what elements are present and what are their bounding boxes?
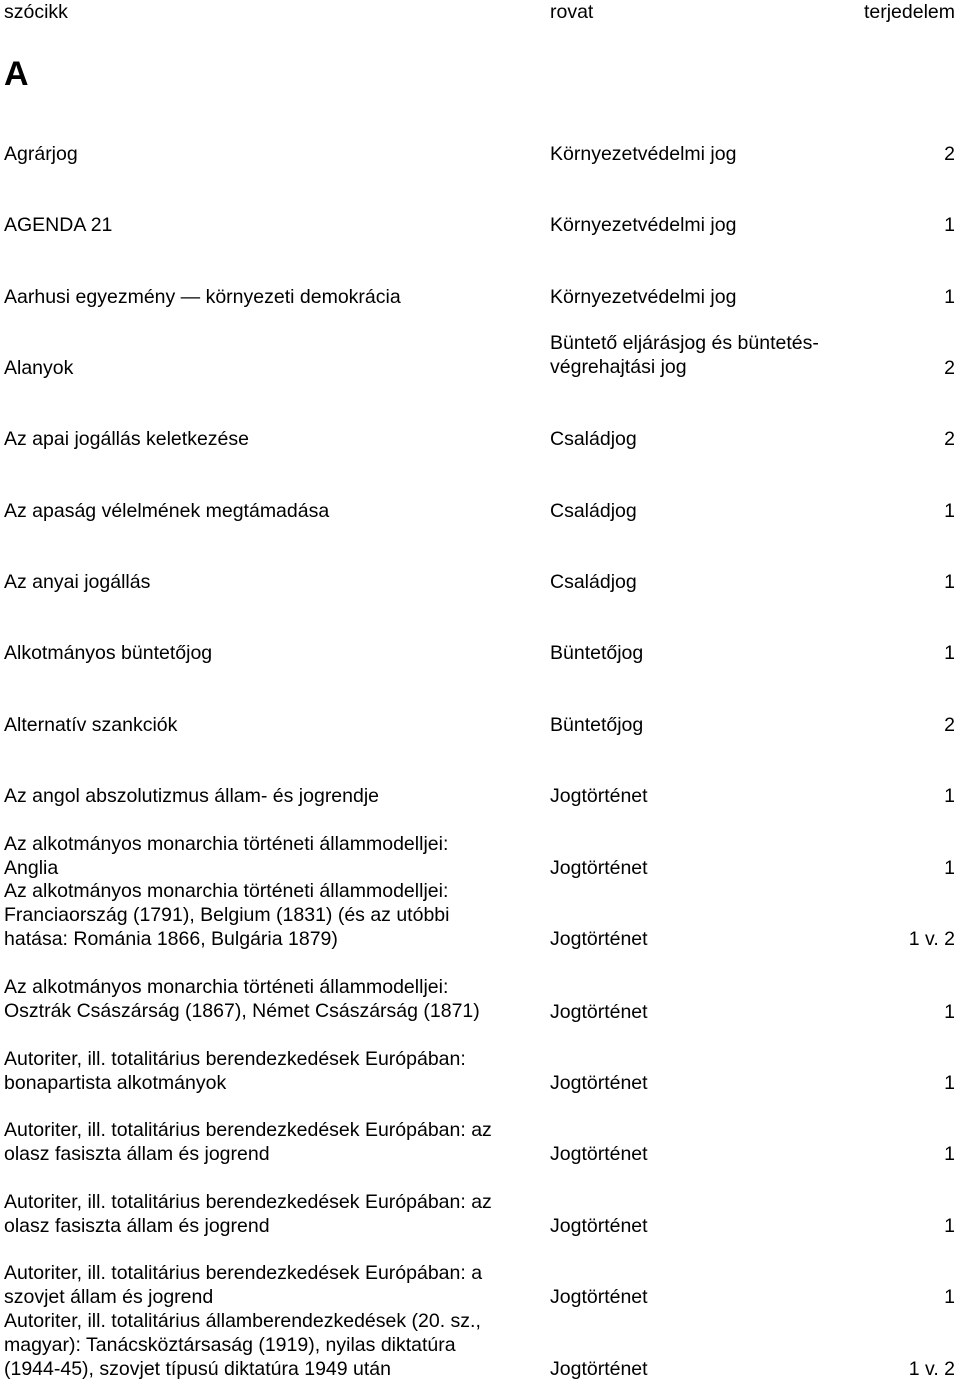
column-header-size: terjedelem <box>863 1 955 23</box>
section-letter: A <box>4 55 29 93</box>
column-header-rovat: rovat <box>550 1 594 23</box>
table-row-rovat: Családjog <box>550 571 637 593</box>
table-row-size: 1 <box>944 571 955 593</box>
table-row-size: 1 <box>944 857 955 879</box>
table-row-entry: Autoriter, ill. totalitárius berendezkedések Európában: bonapartista alkotmányok <box>4 1048 466 1094</box>
table-row-size: 1 <box>944 500 955 522</box>
table-row-rovat: Büntető eljárásjog és büntetés- végrehajtási jog <box>550 332 819 378</box>
table-row-entry: Alkotmányos büntetőjog <box>4 642 213 664</box>
table-row-entry: Alanyok <box>4 357 74 379</box>
table-row-entry: Agrárjog <box>4 143 78 165</box>
table-row-size: 1 <box>944 1286 955 1308</box>
table-row-entry: Az apai jogállás keletkezése <box>4 428 249 450</box>
table-row-entry: Autoriter, ill. totalitárius berendezkedések Európában: az olasz fasiszta állam és jogrend <box>4 1191 492 1237</box>
table-row-size: 1 <box>944 785 955 807</box>
table-row-size: 2 <box>944 143 955 165</box>
table-row-size: 2 <box>944 714 955 736</box>
table-row-size: 1 <box>944 1215 955 1237</box>
table-row-rovat: Jogtörténet <box>550 785 648 807</box>
table-row-size: 2 <box>944 357 955 379</box>
table-row-entry: AGENDA 21 <box>4 214 113 236</box>
table-row-size: 1 <box>944 214 955 236</box>
table-row-rovat: Környezetvédelmi jog <box>550 214 737 236</box>
table-row-entry: Az angol abszolutizmus állam- és jogrendje <box>4 785 380 807</box>
table-row-size: 2 <box>944 428 955 450</box>
table-row-entry: Az alkotmányos monarchia történeti állammodelljei: Franciaország (1791), Belgium (1831) (és az utóbbi hatása: Románia 1866, Bulgária 1879) <box>4 880 450 950</box>
table-row-rovat: Környezetvédelmi jog <box>550 143 737 165</box>
table-row-entry: Aarhusi egyezmény — környezeti demokrácia <box>4 286 401 308</box>
table-row-size: 1 v. 2 <box>908 1358 955 1380</box>
table-row-entry: Autoriter, ill. totalitárius államberendezkedések (20. sz., magyar): Tanácsköztársaság (1919), nyilas diktatúra (1944-45), szovjet típusú diktatúra 1949 után <box>4 1310 481 1380</box>
table-row-rovat: Büntetőjog <box>550 714 644 736</box>
table-row-size: 1 <box>944 1001 955 1023</box>
table-row-rovat: Jogtörténet <box>550 1001 648 1023</box>
table-row-rovat: Környezetvédelmi jog <box>550 286 737 308</box>
table-row-rovat: Jogtörténet <box>550 857 648 879</box>
table-row-size: 1 <box>944 1143 955 1165</box>
column-header-entry: szócikk <box>4 1 68 23</box>
table-row-rovat: Büntetőjog <box>550 642 644 664</box>
table-row-rovat: Jogtörténet <box>550 1215 648 1237</box>
table-row-rovat: Családjog <box>550 500 637 522</box>
table-row-entry: Az alkotmányos monarchia történeti állammodelljei: Anglia <box>4 833 449 879</box>
table-row-entry: Az apaság vélelmének megtámadása <box>4 500 330 522</box>
table-row-rovat: Családjog <box>550 428 637 450</box>
table-row-size: 1 <box>944 1072 955 1094</box>
table-row-entry: Autoriter, ill. totalitárius berendezkedések Európában: a szovjet állam és jogrend <box>4 1262 483 1308</box>
table-row-size: 1 v. 2 <box>908 928 955 950</box>
table-row-rovat: Jogtörténet <box>550 1358 648 1380</box>
table-row-entry: Autoriter, ill. totalitárius berendezkedések Európában: az olasz fasiszta állam és jogrend <box>4 1119 492 1165</box>
table-row-rovat: Jogtörténet <box>550 1143 648 1165</box>
table-row-size: 1 <box>944 642 955 664</box>
table-row-rovat: Jogtörténet <box>550 1072 648 1094</box>
table-row-entry: Az anyai jogállás <box>4 571 151 593</box>
table-row-rovat: Jogtörténet <box>550 928 648 950</box>
table-row-size: 1 <box>944 286 955 308</box>
table-row-entry: Az alkotmányos monarchia történeti állammodelljei: Osztrák Császárság (1867), Német Császárság (1871) <box>4 976 480 1022</box>
table-row-entry: Alternatív szankciók <box>4 714 178 736</box>
table-row-rovat: Jogtörténet <box>550 1286 648 1308</box>
